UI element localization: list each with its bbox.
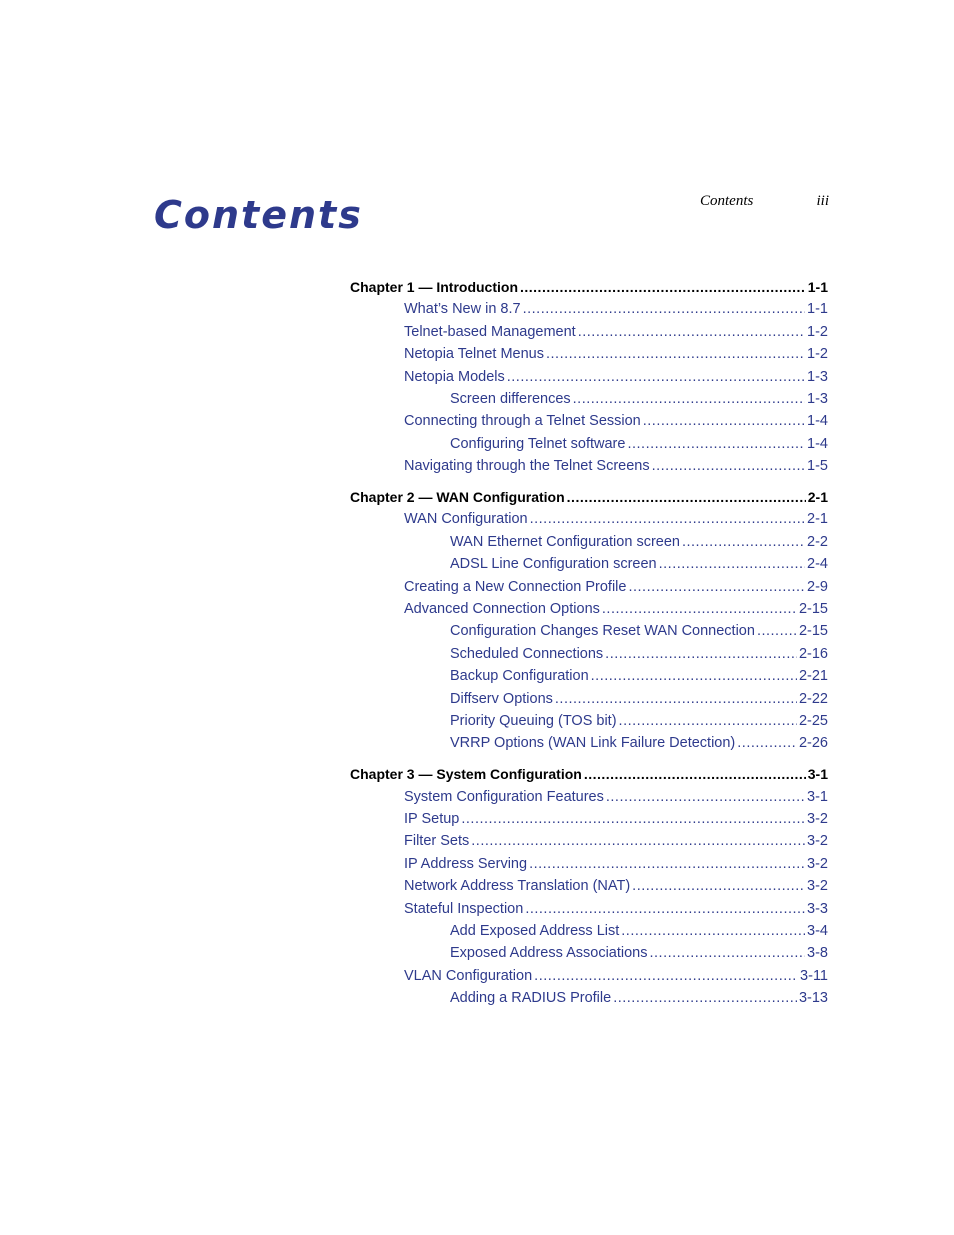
toc-entry-title: WAN Ethernet Configuration screen: [450, 533, 680, 550]
toc-entry-page: 2-1: [807, 511, 828, 528]
toc-entry-title: ADSL Line Configuration screen: [450, 556, 657, 573]
toc-entry-title: Telnet-based Management: [404, 323, 576, 340]
dot-leader: [573, 388, 805, 410]
toc-entry-page: 2-15: [798, 600, 828, 617]
toc-entry-title: VLAN Configuration: [404, 967, 533, 984]
running-title: Contents: [700, 193, 754, 209]
toc-entry[interactable]: [350, 298, 828, 320]
toc-entry-title: Scheduled Connections: [450, 645, 604, 662]
toc-entry-page: 3-2: [807, 810, 828, 827]
dot-leader: [525, 898, 805, 920]
toc-entry-title: Network Address Translation (NAT): [404, 878, 631, 895]
toc-entry[interactable]: [350, 965, 828, 987]
toc-entry[interactable]: [350, 433, 828, 455]
toc-entry-title: Filter Sets: [404, 833, 470, 850]
toc-entry-title: Priority Queuing (TOS bit): [450, 712, 617, 729]
toc-entry-title: Netopia Telnet Menus: [404, 346, 544, 363]
toc-entry[interactable]: [350, 942, 828, 964]
toc-entry[interactable]: [350, 830, 828, 852]
toc-entry-page: 3-11: [800, 967, 828, 984]
toc-entry-title: Advanced Connection Options: [404, 600, 600, 617]
toc-entry-page: 3-13: [798, 990, 828, 1007]
toc-entry-page: 3-2: [807, 878, 828, 895]
toc-entry-title: Screen differences: [450, 390, 571, 407]
dot-leader: [632, 875, 805, 897]
toc-entry[interactable]: [350, 553, 828, 575]
table-of-contents: [350, 276, 828, 1010]
dot-leader: [546, 343, 805, 365]
toc-entry[interactable]: [350, 531, 828, 553]
toc-entry-page: 2-16: [798, 645, 828, 662]
toc-entry-page: 2-1: [807, 489, 828, 506]
dot-leader: [534, 965, 798, 987]
toc-entry-page: 1-2: [807, 323, 828, 340]
toc-entry[interactable]: [350, 688, 828, 710]
toc-entry-page: 2-4: [807, 556, 828, 573]
dot-leader: [471, 830, 805, 852]
toc-entry[interactable]: [350, 875, 828, 897]
dot-leader: [643, 410, 805, 432]
toc-entry-page: 2-26: [798, 735, 828, 752]
toc-entry-page: 2-15: [798, 623, 828, 640]
dot-leader: [584, 763, 806, 785]
dot-leader: [555, 688, 797, 710]
dot-leader: [529, 853, 805, 875]
toc-entry[interactable]: [350, 455, 828, 477]
dot-leader: [567, 486, 806, 508]
toc-entry-page: 3-1: [807, 788, 828, 805]
toc-entry[interactable]: [350, 920, 828, 942]
toc-entry-title: Stateful Inspection: [404, 900, 524, 917]
toc-entry[interactable]: [350, 321, 828, 343]
toc-entry-title: Configuring Telnet software: [450, 435, 626, 452]
dot-leader: [627, 433, 805, 455]
toc-entry[interactable]: [350, 710, 828, 732]
toc-entry[interactable]: [350, 786, 828, 808]
toc-entry-page: 1-5: [807, 458, 828, 475]
dot-leader: [628, 576, 805, 598]
toc-entry-page: 2-9: [807, 578, 828, 595]
toc-entry[interactable]: [350, 643, 828, 665]
toc-entry-title: What’s New in 8.7: [404, 301, 521, 318]
dot-leader: [757, 620, 797, 642]
dot-leader: [682, 531, 805, 553]
toc-entry-page: 3-4: [807, 922, 828, 939]
dot-leader: [606, 786, 805, 808]
dot-leader: [461, 808, 805, 830]
toc-entry-page: 2-25: [798, 712, 828, 729]
toc-entry-page: 1-4: [807, 435, 828, 452]
toc-entry-page: 3-2: [807, 833, 828, 850]
dot-leader: [621, 920, 805, 942]
toc-entry-title: IP Setup: [404, 810, 460, 827]
toc-chapter-entry[interactable]: [350, 276, 828, 298]
toc-entry[interactable]: [350, 410, 828, 432]
dot-leader: [602, 598, 797, 620]
toc-entry[interactable]: [350, 388, 828, 410]
toc-entry[interactable]: [350, 853, 828, 875]
toc-entry[interactable]: [350, 808, 828, 830]
dot-leader: [737, 732, 797, 754]
toc-entry[interactable]: [350, 665, 828, 687]
dot-leader: [619, 710, 797, 732]
toc-entry[interactable]: [350, 620, 828, 642]
toc-entry-page: 3-1: [807, 766, 828, 783]
dot-leader: [659, 553, 805, 575]
toc-entry-page: 2-22: [798, 690, 828, 707]
toc-entry-page: 1-3: [807, 368, 828, 385]
toc-entry-title: Chapter 1 — Introduction: [350, 279, 518, 295]
toc-entry-title: Creating a New Connection Profile: [404, 578, 627, 595]
toc-entry[interactable]: [350, 987, 828, 1009]
dot-leader: [530, 508, 805, 530]
toc-entry-title: System Configuration Features: [404, 788, 604, 805]
toc-entry-title: Configuration Changes Reset WAN Connection: [450, 623, 755, 640]
toc-entry[interactable]: [350, 732, 828, 754]
dot-leader: [520, 276, 806, 298]
dot-leader: [613, 987, 797, 1009]
dot-leader: [578, 321, 805, 343]
toc-entry-title: Exposed Address Associations: [450, 945, 648, 962]
dot-leader: [591, 665, 797, 687]
toc-entry[interactable]: [350, 366, 828, 388]
toc-entry-title: Diffserv Options: [450, 690, 553, 707]
toc-entry[interactable]: [350, 576, 828, 598]
toc-entry-title: Connecting through a Telnet Session: [404, 413, 641, 430]
dot-leader: [507, 366, 805, 388]
page-title: Contents: [154, 193, 363, 237]
toc-entry-page: 3-8: [807, 945, 828, 962]
running-header: [700, 192, 829, 210]
toc-entry[interactable]: [350, 508, 828, 530]
toc-entry-title: Adding a RADIUS Profile: [450, 990, 612, 1007]
toc-entry-title: IP Address Serving: [404, 855, 528, 872]
dot-leader: [523, 298, 805, 320]
toc-entry[interactable]: [350, 898, 828, 920]
toc-entry-page: 1-1: [807, 279, 828, 295]
page-number: iii: [816, 193, 829, 209]
toc-chapter-entry[interactable]: [350, 486, 828, 508]
toc-entry-title: Add Exposed Address List: [450, 922, 620, 939]
toc-entry-page: 2-21: [798, 668, 828, 685]
toc-entry-title: Netopia Models: [404, 368, 505, 385]
dot-leader: [652, 455, 805, 477]
toc-entry-title: Chapter 2 — WAN Configuration: [350, 489, 565, 506]
toc-entry-page: 1-1: [807, 301, 828, 318]
toc-entry-page: 1-2: [807, 346, 828, 363]
toc-entry-title: Navigating through the Telnet Screens: [404, 458, 650, 475]
toc-entry[interactable]: [350, 343, 828, 365]
toc-chapter-entry[interactable]: [350, 763, 828, 785]
dot-leader: [649, 942, 805, 964]
toc-entry-page: 1-4: [807, 413, 828, 430]
toc-entry[interactable]: [350, 598, 828, 620]
toc-entry-title: Chapter 3 — System Configuration: [350, 766, 582, 783]
toc-entry-title: WAN Configuration: [404, 511, 528, 528]
toc-entry-title: Backup Configuration: [450, 668, 589, 685]
toc-entry-page: 2-2: [807, 533, 828, 550]
toc-entry-title: VRRP Options (WAN Link Failure Detection): [450, 735, 736, 752]
toc-entry-page: 1-3: [807, 390, 828, 407]
toc-entry-page: 3-2: [807, 855, 828, 872]
dot-leader: [605, 643, 797, 665]
toc-entry-page: 3-3: [807, 900, 828, 917]
